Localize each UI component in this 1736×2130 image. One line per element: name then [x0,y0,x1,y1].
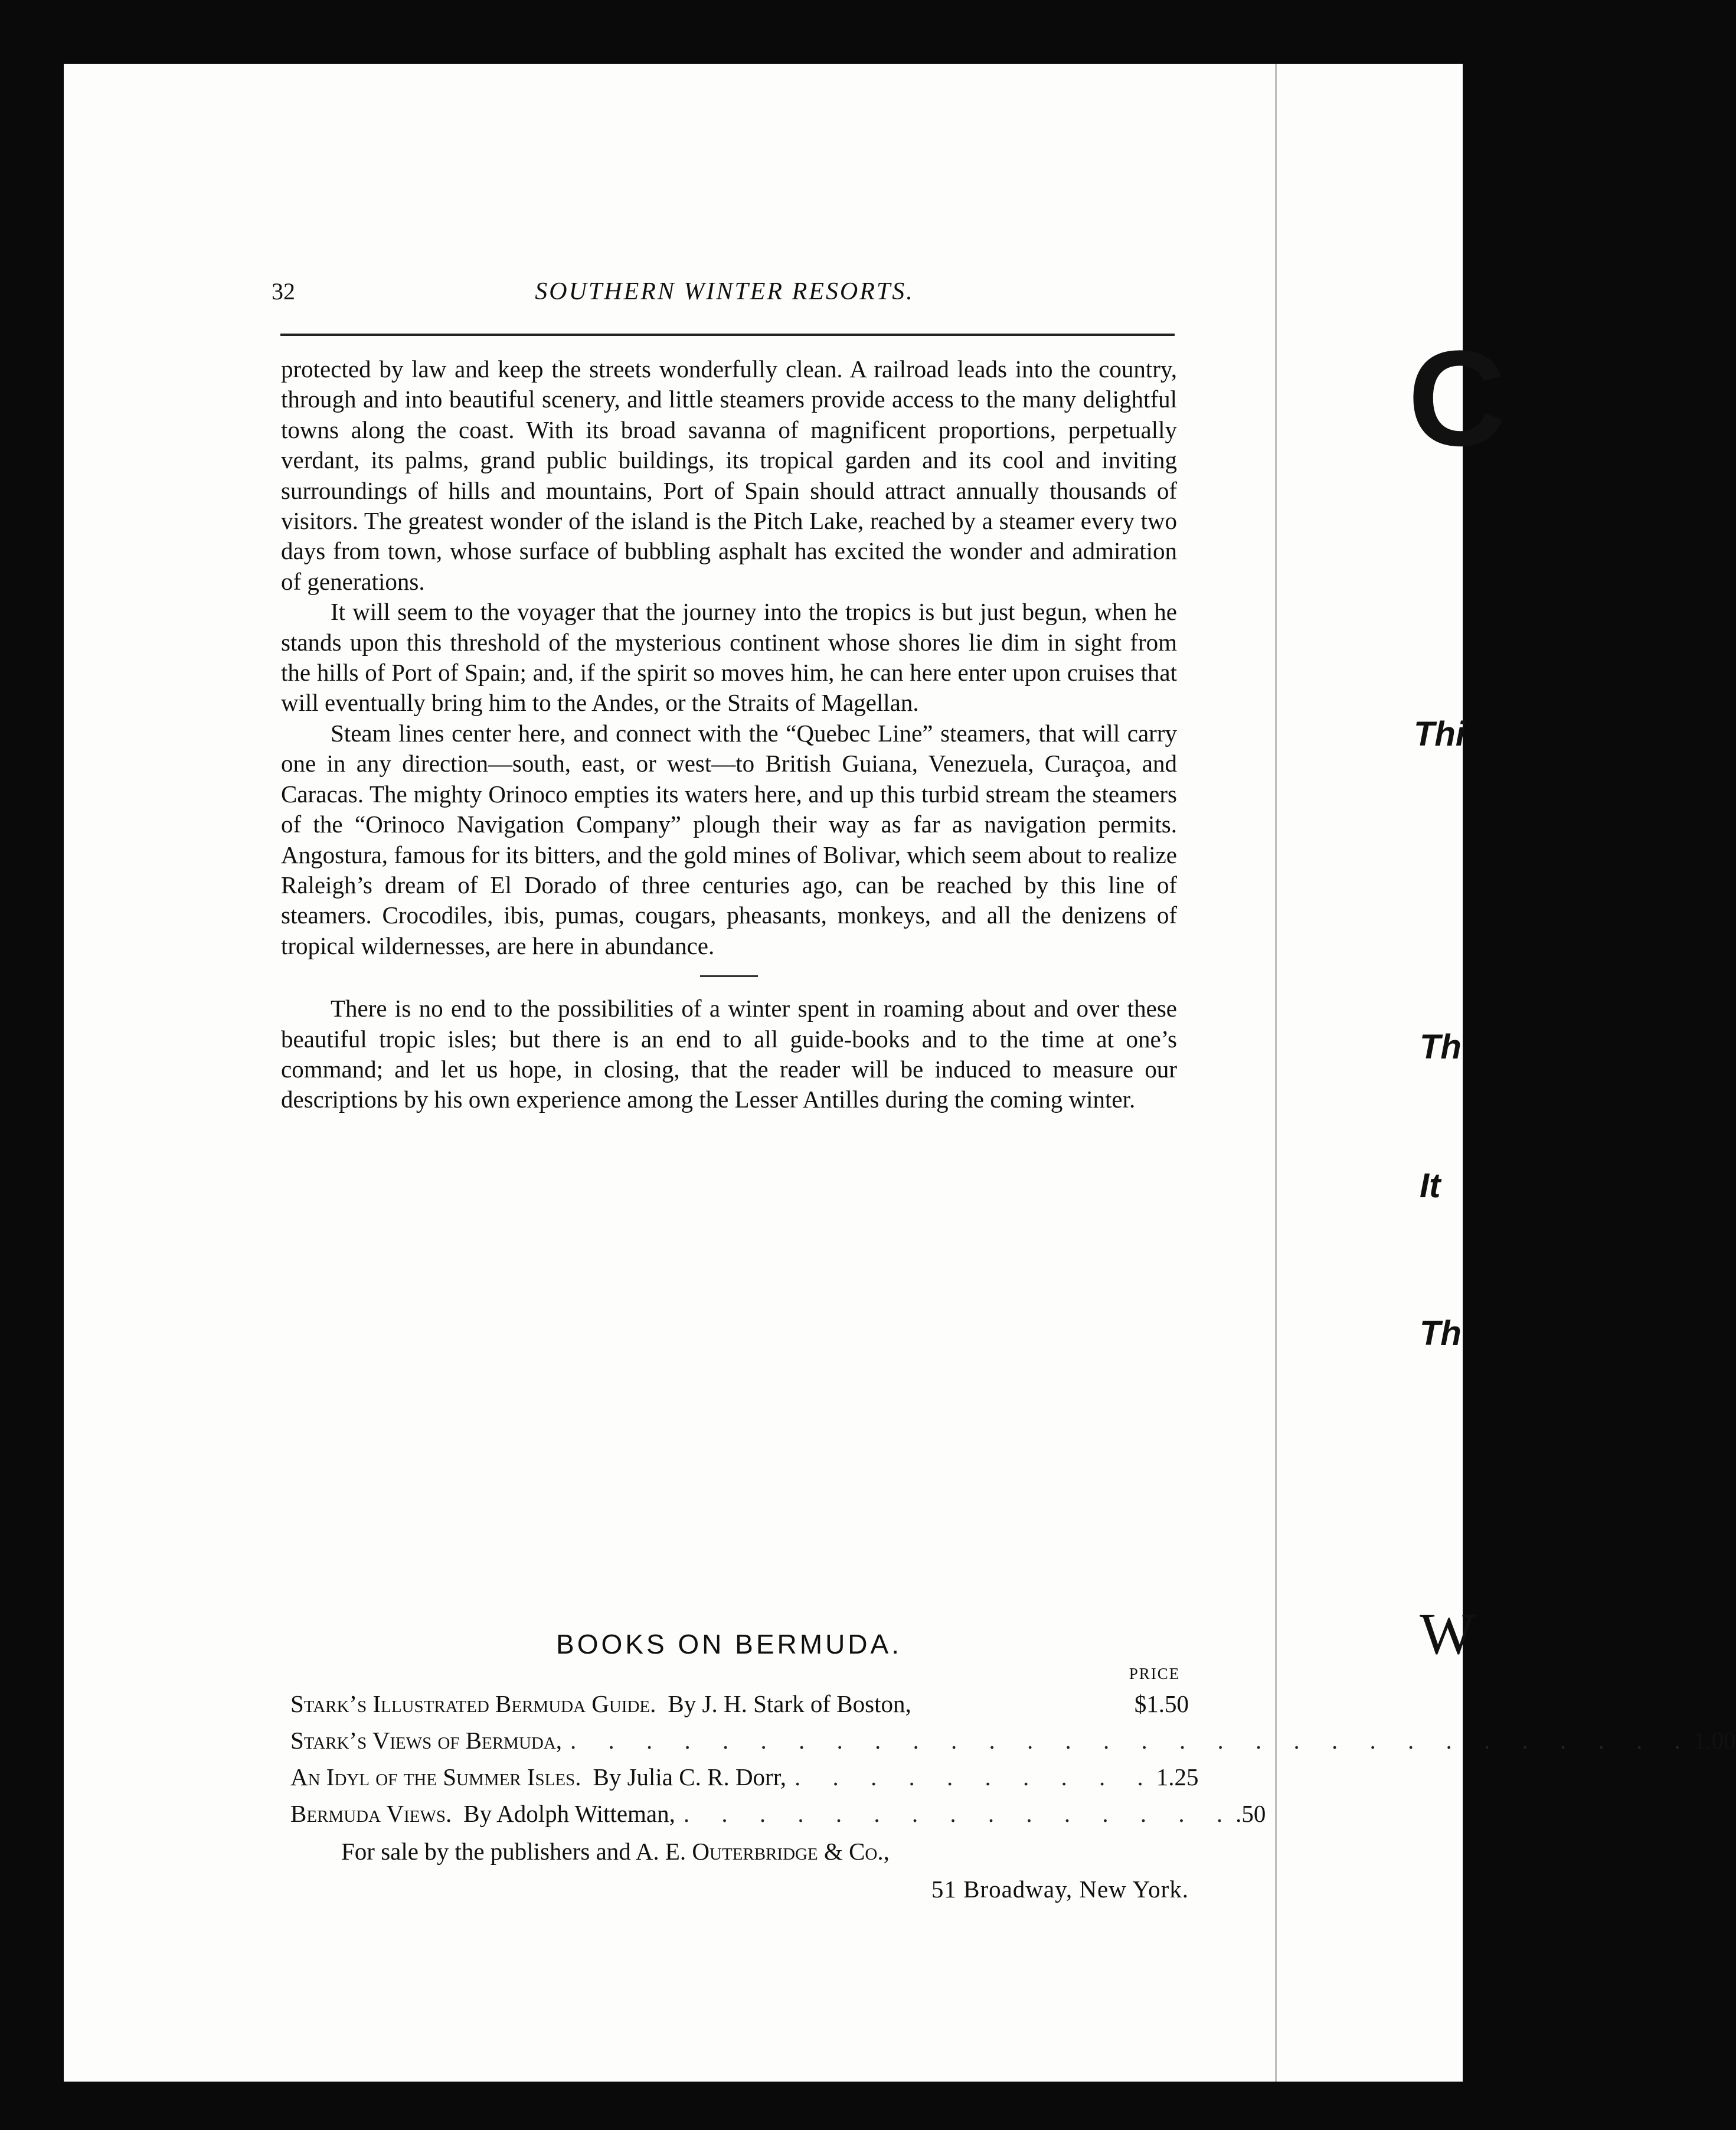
book-author: By Julia C. R. Dorr, [593,1763,786,1791]
page-number: 32 [272,278,295,305]
books-section-title: BOOKS ON BERMUDA. [556,1629,902,1659]
book-author: By Adolph Witteman, [463,1800,675,1827]
book-price: 1.00 [1693,1727,1736,1754]
book-item [290,1685,1189,1722]
book-price: 1.25 [1156,1763,1199,1791]
book-title: An Idyl of the Summer Isles. [290,1763,581,1791]
facing-page-fragment: Thi [1414,715,1465,753]
facing-page-fragment: W [1420,1601,1476,1667]
dot-leaders: . . . . . . . . . . . . . . . [683,1800,1236,1827]
book-item [290,1795,1266,1832]
paragraph-3: Steam lines center here, and connect with the “Quebec Line” steamers, that will carry one in any direction—south, east, or west—to British Guiana, Venezuela, Curaçoa, and Caracas. The mighty Orinoco empties its waters here, and up this turbid stream the steamers of the “Orinoco Navigation Company” plough their way as far as navigation permits. Angostura, famous for its bitters, and the gold mines of Bolivar, which seem about to realize Raleigh’s dream of El Dorado of three centuries ago, can be reached by this line of steamers. Crocodiles, ibis, pumas, cougars, pheasants, monkeys, and all the denizens of tropical wildernesses, are here in abundance. [281,719,1177,959]
price-column-header: PRICE [1129,1665,1181,1683]
dot-leaders: . . . . . . . . . . [794,1763,1156,1791]
facing-page-fragment: Th [1420,1028,1462,1066]
book-title: Stark’s Illustrated Bermuda Guide. [290,1690,656,1717]
book-price: .50 [1235,1800,1266,1827]
sale-address: 51 Broadway, New York. [931,1876,1189,1903]
facing-page-initial: C [1408,322,1506,474]
facing-page-fragment: It [1420,1167,1441,1205]
facing-page-fragment: Th [1420,1314,1462,1353]
book-list [290,1685,1736,1832]
running-head [272,277,1178,313]
book-title: Stark’s Views of Bermuda, [290,1727,563,1754]
book-item [290,1759,1199,1795]
header-rule [280,334,1175,336]
sale-notice [341,1837,890,1866]
paragraph-2: It will seem to the voyager that the journey into the tropics is but just begun, when he stands upon this threshold of the mysterious continent whose shores lie dim in sight from the hills of Port of Spain; and, if the spirit so moves him, he can here enter upon cruises that will eventually bring him to the Andes, or the Straits of Magellan. [281,598,1177,717]
running-title: SOUTHERN WINTER RESORTS. [535,278,914,305]
sale-firm: Outerbridge & Co., [692,1838,890,1865]
book-item [290,1722,1736,1759]
sale-prefix: For sale by the publishers and A. E. [341,1838,692,1865]
body-text [281,354,1177,1115]
section-break-rule [700,975,758,977]
book-title: Bermuda Views. [290,1800,452,1827]
page-gutter-divider [1275,64,1277,2082]
paragraph-4: There is no end to the possibilities of a winter spent in roaming about and over these beautiful tropic isles; but there is an end to all guide-books and to the time at one’s command; and let us hope, in closing, that the reader will be induced to measure our descriptions by his own experience among the Lesser Antilles during the coming winter. [281,995,1177,1113]
paragraph-1: protected by law and keep the streets wonderfully clean. A railroad leads into the country, through and into beautiful scenery, and little steamers provide access to the many delightful towns along the coast. With its broad savanna of magnificent proportions, perpetually verdant, its palms, grand public buildings, its tropical garden and its cool and inviting surroundings of hills and mountains, Port of Spain should attract annually thousands of visitors. The greatest wonder of the island is the Pitch Lake, reached by a steamer every two days from town, whose surface of bubbling asphalt has excited the wonder and admiration of generations. [281,355,1177,595]
book-author: By J. H. Stark of Boston, [668,1690,911,1717]
dot-leaders: . . . . . . . . . . . . . . . . . . . . . . . . . . . . . . [570,1727,1694,1754]
book-price: $1.50 [1134,1690,1189,1717]
